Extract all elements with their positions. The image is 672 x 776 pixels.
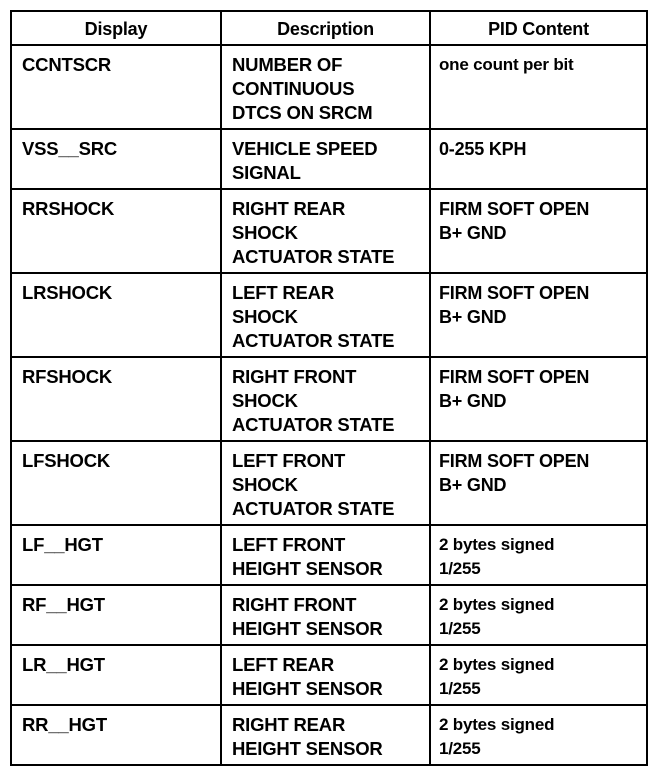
cell-description xyxy=(221,273,430,357)
cell-pid-content xyxy=(430,45,647,129)
header-pid-content: PID Content xyxy=(430,11,647,45)
description-line: RIGHT FRONT xyxy=(232,594,357,615)
cell-pid-content xyxy=(430,357,647,441)
description-line: LEFT FRONT xyxy=(232,450,346,471)
pid-table-container xyxy=(10,10,646,766)
pid-line: 0-255 KPH xyxy=(439,139,527,159)
cell-description xyxy=(221,129,430,189)
description-line: LEFT FRONT xyxy=(232,534,346,555)
description-line: NUMBER OF xyxy=(232,54,343,75)
cell-pid-content xyxy=(430,645,647,705)
pid-line: 2 bytes signed xyxy=(439,655,555,674)
pid-line: FIRM SOFT OPEN xyxy=(439,451,590,471)
description-line: RIGHT REAR xyxy=(232,714,346,735)
table-row xyxy=(11,357,647,441)
table-row xyxy=(11,585,647,645)
description-line: HEIGHT SENSOR xyxy=(232,558,383,579)
description-line: VEHICLE SPEED xyxy=(232,138,378,159)
cell-display: RRSHOCK xyxy=(11,189,221,273)
cell-pid-content xyxy=(430,705,647,765)
pid-line: 1/255 xyxy=(439,679,481,698)
table-header-row xyxy=(11,11,647,45)
table-row xyxy=(11,273,647,357)
cell-pid-content xyxy=(430,525,647,585)
description-line: LEFT REAR xyxy=(232,654,335,675)
pid-line: 1/255 xyxy=(439,559,481,578)
pid-line: 2 bytes signed xyxy=(439,595,555,614)
pid-line: B+ GND xyxy=(439,307,507,327)
pid-line: FIRM SOFT OPEN xyxy=(439,367,590,387)
cell-description xyxy=(221,525,430,585)
cell-pid-content xyxy=(430,129,647,189)
cell-pid-content xyxy=(430,273,647,357)
cell-pid-content xyxy=(430,585,647,645)
header-description: Description xyxy=(221,11,430,45)
table-row xyxy=(11,441,647,525)
table-row xyxy=(11,645,647,705)
pid-line: 2 bytes signed xyxy=(439,535,555,554)
description-line: HEIGHT SENSOR xyxy=(232,618,383,639)
pid-line: 2 bytes signed xyxy=(439,715,555,734)
cell-pid-content xyxy=(430,189,647,273)
cell-display: RF__HGT xyxy=(11,585,221,645)
description-line: LEFT REAR xyxy=(232,282,335,303)
description-line: ACTUATOR STATE xyxy=(232,246,395,267)
cell-description xyxy=(221,705,430,765)
description-line: SHOCK xyxy=(232,222,298,243)
pid-line: B+ GND xyxy=(439,391,507,411)
description-line: SIGNAL xyxy=(232,162,301,183)
cell-display: LF__HGT xyxy=(11,525,221,585)
description-line: ACTUATOR STATE xyxy=(232,414,395,435)
description-line: RIGHT FRONT xyxy=(232,366,357,387)
cell-description xyxy=(221,189,430,273)
pid-line: one count per bit xyxy=(439,55,574,74)
cell-pid-content xyxy=(430,441,647,525)
pid-line: 1/255 xyxy=(439,739,481,758)
cell-description xyxy=(221,357,430,441)
cell-display: LR__HGT xyxy=(11,645,221,705)
pid-line: 1/255 xyxy=(439,619,481,638)
cell-description xyxy=(221,645,430,705)
cell-display: RFSHOCK xyxy=(11,357,221,441)
pid-table xyxy=(10,10,648,766)
table-row xyxy=(11,705,647,765)
table-row xyxy=(11,189,647,273)
description-line: ACTUATOR STATE xyxy=(232,498,395,519)
header-display: Display xyxy=(11,11,221,45)
cell-display: LFSHOCK xyxy=(11,441,221,525)
cell-display: RR__HGT xyxy=(11,705,221,765)
cell-description xyxy=(221,441,430,525)
description-line: SHOCK xyxy=(232,390,298,411)
pid-line: FIRM SOFT OPEN xyxy=(439,199,590,219)
description-line: CONTINUOUS xyxy=(232,78,355,99)
cell-description xyxy=(221,45,430,129)
cell-display: LRSHOCK xyxy=(11,273,221,357)
table-row xyxy=(11,129,647,189)
description-line: SHOCK xyxy=(232,306,298,327)
cell-display: VSS__SRC xyxy=(11,129,221,189)
table-row xyxy=(11,525,647,585)
cell-description xyxy=(221,585,430,645)
cell-display: CCNTSCR xyxy=(11,45,221,129)
description-line: HEIGHT SENSOR xyxy=(232,678,383,699)
description-line: ACTUATOR STATE xyxy=(232,330,395,351)
pid-line: B+ GND xyxy=(439,475,507,495)
table-row xyxy=(11,45,647,129)
pid-line: FIRM SOFT OPEN xyxy=(439,283,590,303)
description-line: DTCS ON SRCM xyxy=(232,102,373,123)
pid-line: B+ GND xyxy=(439,223,507,243)
description-line: RIGHT REAR xyxy=(232,198,346,219)
description-line: HEIGHT SENSOR xyxy=(232,738,383,759)
description-line: SHOCK xyxy=(232,474,298,495)
